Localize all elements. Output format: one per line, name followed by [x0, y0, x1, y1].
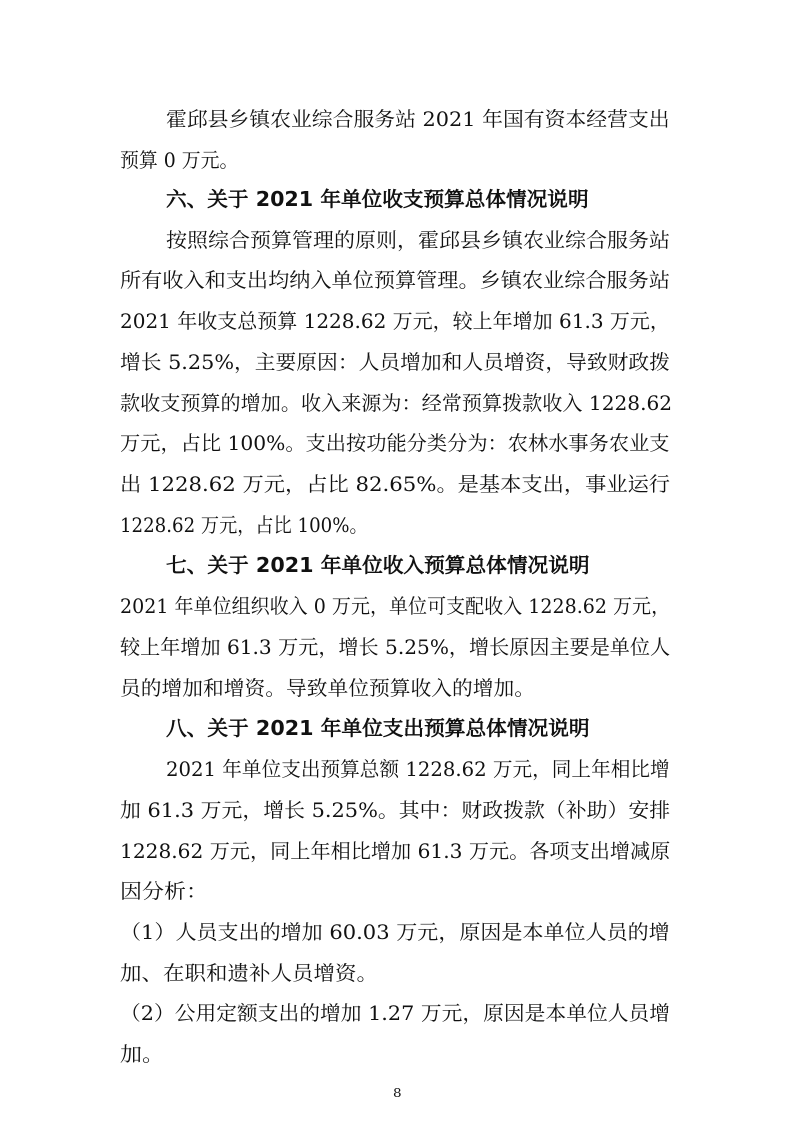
section-heading-6: 六、关于 2021 年单位收支预算总体情况说明	[166, 187, 589, 211]
body-line-19: 加、在职和遗补人员增资。	[120, 961, 378, 985]
body-line-11: 2021 年单位组织收入 0 万元，单位可支配收入 1228.62 万元，	[120, 594, 671, 618]
body-line-14: 2021 年单位支出预算总额 1228.62 万元，同上年相比增	[166, 757, 670, 781]
body-line-10: 1228.62 万元，占比 100%。	[120, 513, 368, 537]
section-heading-7: 七、关于 2021 年单位收入预算总体情况说明	[166, 553, 590, 577]
body-line-5: 2021 年收支总预算 1228.62 万元，较上年增加 61.3 万元，	[120, 309, 670, 333]
body-line-6: 增长 5.25%，主要原因：人员增加和人员增资，导致财政拨	[120, 350, 670, 374]
body-line-15: 加 61.3 万元，增长 5.25%。其中：财政拨款（补助）安排	[120, 798, 671, 822]
body-line-18: （1）人员支出的增加 60.03 万元，原因是本单位人员的增	[120, 920, 670, 944]
body-line-3: 按照综合预算管理的原则，霍邱县乡镇农业综合服务站	[166, 228, 670, 252]
body-line-12: 较上年增加 61.3 万元，增长 5.25%，增长原因主要是单位人	[120, 635, 671, 659]
body-line-9: 出 1228.62 万元，占比 82.65%。是基本支出，事业运行	[120, 472, 671, 496]
body-line-13: 员的增加和增资。导致单位预算收入的增加。	[120, 676, 535, 700]
body-line-2: 预算 0 万元。	[120, 148, 239, 172]
page-number: 8	[393, 1086, 402, 1100]
section-heading-8: 八、关于 2021 年单位支出预算总体情况说明	[166, 716, 590, 740]
body-line-7: 款收支预算的增加。收入来源为：经常预算拨款收入 1228.62	[120, 391, 673, 415]
body-line-1: 霍邱县乡镇农业综合服务站 2021 年国有资本经营支出	[166, 107, 670, 131]
body-line-16: 1228.62 万元，同上年相比增加 61.3 万元。各项支出增减原	[120, 839, 671, 863]
body-line-20: （2）公用定额支出的增加 1.27 万元，原因是本单位人员增	[120, 1001, 670, 1025]
body-line-4: 所有收入和支出均纳入单位预算管理。乡镇农业综合服务站	[120, 268, 670, 292]
body-line-8: 万元，占比 100%。支出按功能分类分为：农林水事务农业支	[120, 431, 670, 455]
body-line-21: 加。	[120, 1042, 164, 1066]
body-line-17: 因分析：	[120, 879, 208, 903]
